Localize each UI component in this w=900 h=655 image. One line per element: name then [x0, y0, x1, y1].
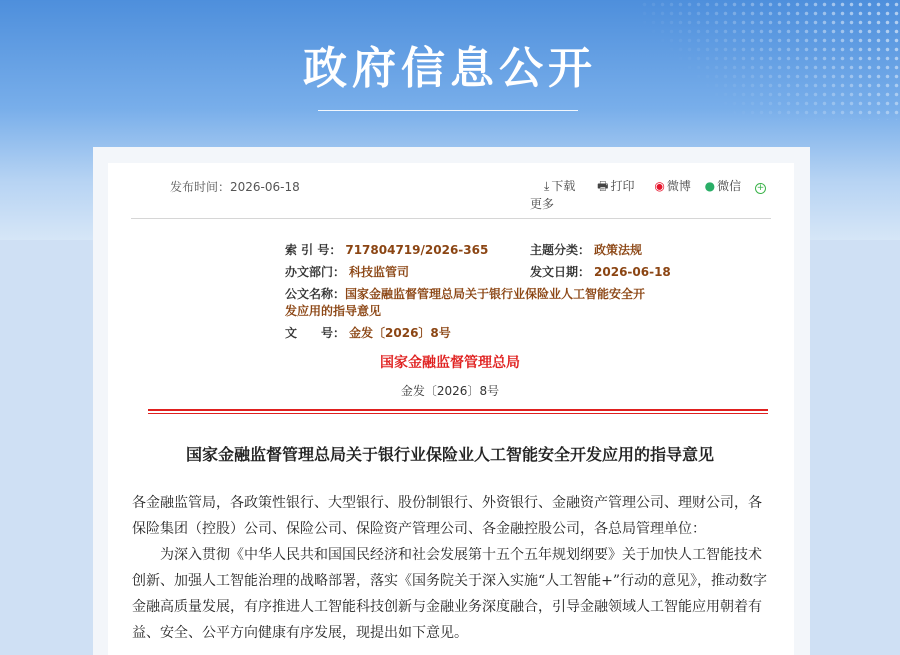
more-button[interactable]: 更多: [530, 197, 555, 211]
topic-value: 政策法规: [594, 243, 643, 257]
publish-info: [170, 178, 300, 195]
printer-icon: 🖶: [597, 179, 609, 193]
issue-date-row: [530, 263, 671, 280]
wechat-share-button[interactable]: [705, 177, 742, 195]
document-number-row: [285, 324, 451, 341]
download-label: 下载: [551, 179, 576, 193]
header-divider: [131, 218, 771, 219]
docno-value: 金发〔2026〕8号: [349, 326, 451, 340]
index-number-row: [285, 241, 488, 258]
print-button[interactable]: [597, 177, 634, 195]
dept-label: 办文部门：: [285, 265, 346, 279]
wechat-icon: ●: [704, 179, 716, 193]
share-toolbar: [530, 177, 770, 213]
weibo-icon: ◉: [654, 179, 665, 193]
dept-value: 科技监管司: [349, 265, 410, 279]
red-divider-thin: [148, 413, 768, 414]
index-label: 索 引 号：: [285, 243, 342, 257]
banner-title: 政府信息公开: [303, 43, 597, 94]
docno-label: 文 号：: [285, 326, 346, 340]
date-value: 2026-06-18: [594, 265, 671, 279]
red-divider-thick: [148, 409, 768, 411]
wechat-label: 微信: [717, 179, 742, 193]
document-body: [132, 490, 772, 646]
name-value-line2: 发应用的指导意见: [285, 304, 382, 318]
banner-divider: [318, 110, 578, 111]
name-value-line1: 国家金融监督管理总局关于银行业保险业人工智能安全开: [345, 287, 646, 301]
plus-icon[interactable]: +: [756, 183, 765, 193]
weibo-label: 微博: [666, 179, 691, 193]
download-button[interactable]: [544, 177, 575, 195]
issuing-organization: 国家金融监督管理总局: [380, 355, 520, 371]
name-label: 公文名称：: [285, 287, 346, 301]
department-row: [285, 263, 409, 280]
weibo-share-button[interactable]: [654, 177, 691, 195]
topic-row: [530, 241, 642, 258]
print-label: 打印: [610, 179, 635, 193]
paragraph-1: 为深入贯彻《中华人民共和国国民经济和社会发展第十五个五年规划纲要》关于加快人工智能技术创新、加强人工智能治理的战略部署，落实《国务院关于深入实施“人工智能+”行动的意见》，推动数字金融高质量发展，有序推进人工智能科技创新与金融业务深度融合，引导金融领域人工智能应用朝着有益、安全、公平方向健康有序发展，现提出如下意见。: [132, 547, 768, 641]
topic-label: 主题分类：: [530, 243, 591, 257]
header-document-number: 金发〔2026〕8号: [400, 384, 500, 398]
document-title: 国家金融监督管理总局关于银行业保险业人工智能安全开发应用的指导意见: [185, 445, 714, 464]
date-label: 发文日期：: [530, 265, 591, 279]
download-icon: ⤓: [544, 179, 550, 193]
publish-label: 发布时间：: [170, 180, 231, 194]
document-name-row-2: [285, 302, 381, 319]
index-value: 717804719/2026-365: [345, 243, 489, 257]
document-name-row: [285, 285, 645, 302]
salutation: 各金融监管局，各政策性银行、大型银行、股份制银行、外资银行、金融资产管理公司、理财公司，各保险集团（控股）公司、保险公司、保险资产管理公司、各金融控股公司，各总局管理单位：: [132, 495, 762, 537]
publish-date: 2026-06-18: [230, 180, 300, 194]
